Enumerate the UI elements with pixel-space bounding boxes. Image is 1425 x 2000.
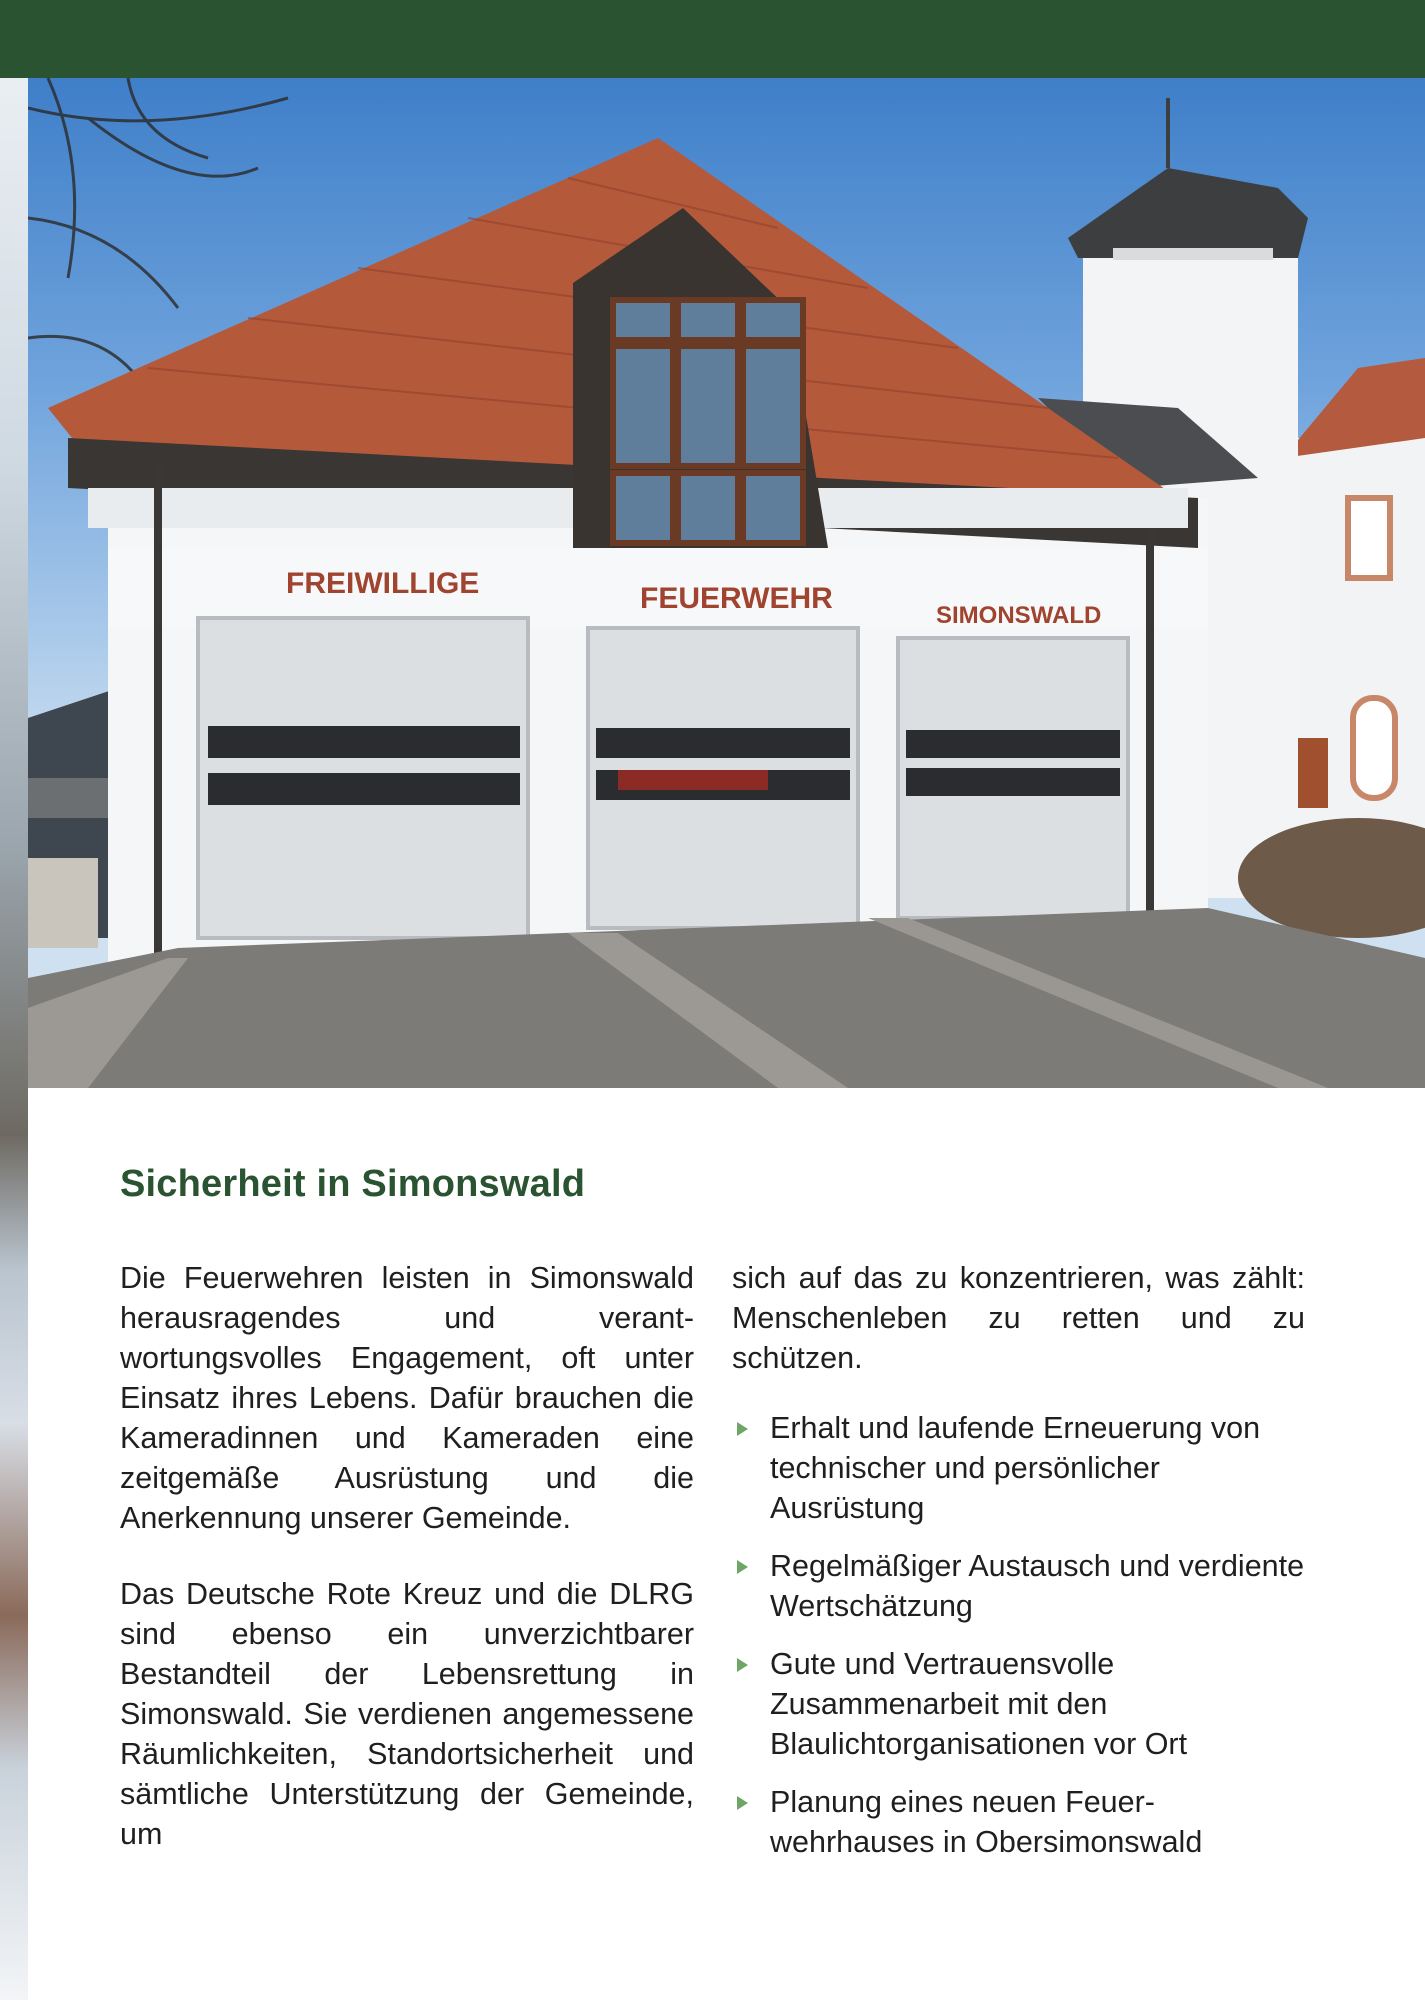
- paragraph-fire-departments: Die Feuerwehren leisten in Simonswald herausragendes und verantwortungsvolles Engagement, oft unter Einsatz ihres Lebens. Dafür brauchen die Kameradinnen und Kameraden eine zeitgemäße Ausrüstung und die Anerkennung unserer Gemeinde.: [120, 1261, 694, 1535]
- paragraph-continuation: sich auf das zu konzentrieren, was zählt: Menschenleben zu retten und zu schützen.: [732, 1261, 1305, 1375]
- bullet-text: Planung eines neuen Feuerwehrhauses in Obersimonswald: [770, 1785, 1203, 1859]
- top-color-bar: [0, 0, 1425, 78]
- triangle-bullet-icon: [737, 1560, 748, 1574]
- paragraph-drk-dlrg: Das Deutsche Rote Kreuz und die DLRG sind ebenso ein unverzichtbarer Bestandteil der Lebensrettung in Simonswald. Sie verdienen angemessene Räumlichkeiten, Standortsicherheit und sämtliche Unterstützung der Gemeinde, um: [120, 1577, 694, 1851]
- left-text-column: [120, 1258, 694, 1854]
- sign-word-simonswald: SIMONSWALD: [936, 602, 1102, 629]
- bullet-text: Gute und Vertrauensvolle Zusammenarbeit mit den Blaulichtorganisationen vor Ort: [770, 1647, 1188, 1761]
- list-item: [732, 1546, 1305, 1626]
- fire-station-photo: [28, 78, 1425, 1088]
- section-heading: Sicherheit in Simonswald: [120, 1163, 586, 1205]
- left-photo-strip: [0, 78, 28, 2000]
- bullet-text: Regelmäßiger Austausch und verdiente Wertschätzung: [770, 1549, 1305, 1623]
- list-item: [732, 1644, 1305, 1764]
- triangle-bullet-icon: [737, 1658, 748, 1672]
- bullet-text: Erhalt und laufende Erneuerung von technischer und persönlicher Ausrüstung: [770, 1411, 1261, 1525]
- list-item: [732, 1408, 1305, 1528]
- triangle-bullet-icon: [737, 1422, 748, 1436]
- list-item: [732, 1782, 1305, 1862]
- bullet-list: [732, 1408, 1305, 1862]
- right-text-column: [732, 1258, 1305, 1880]
- sign-word-feuerwehr: FEUERWEHR: [640, 582, 833, 615]
- sign-word-freiwillige: FREIWILLIGE: [286, 567, 480, 600]
- triangle-bullet-icon: [737, 1796, 748, 1810]
